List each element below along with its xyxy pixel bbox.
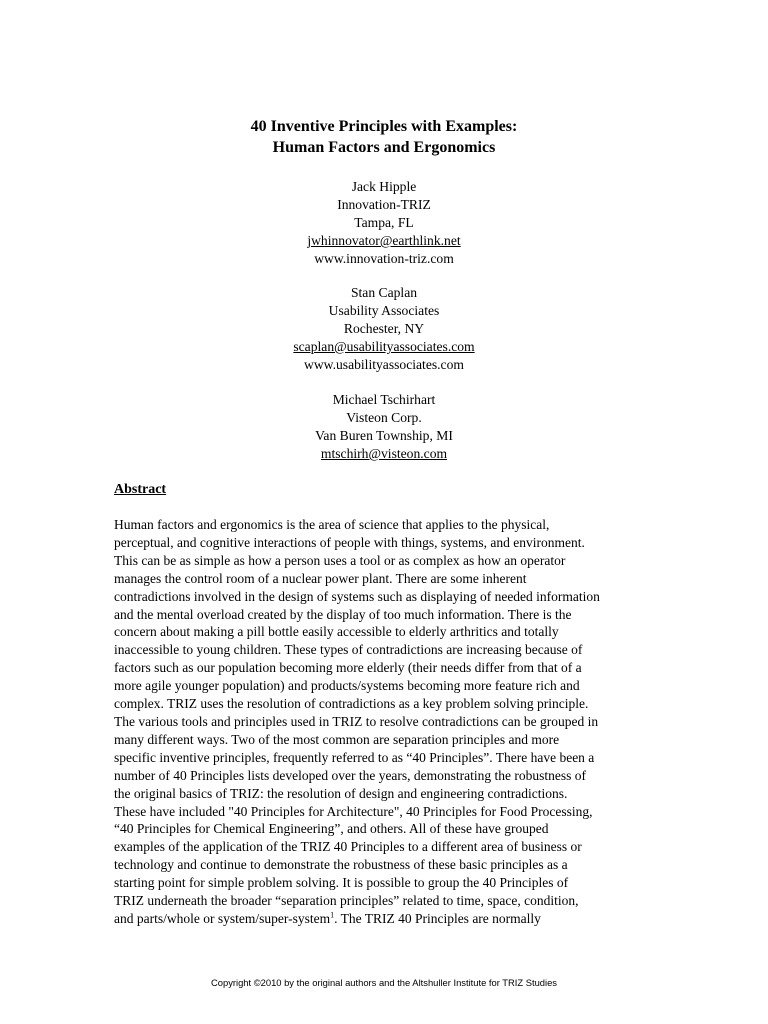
author-block (0, 391, 768, 463)
footnote-marker[interactable]: 1 (330, 910, 335, 920)
copyright-footer: Copyright ©2010 by the original authors and the Altshuller Institute for TRIZ Studies (211, 977, 557, 988)
author-location: Tampa, FL (354, 215, 414, 230)
abstract-line: The various tools and principles used in TRIZ to resolve contradictions can be grouped in (114, 713, 599, 729)
abstract-line: specific inventive principles, frequently referred to as “40 Principles”. There have been a (114, 749, 595, 765)
abstract-line: number of 40 Principles lists developed over the years, demonstrating the robustness of (114, 767, 587, 783)
abstract-heading: Abstract (114, 482, 167, 497)
abstract-line: “40 Principles for Chemical Engineering”, and others. All of these have grouped (114, 821, 549, 837)
author-organization: Usability Associates (328, 303, 440, 318)
abstract-line: manages the control room of a nuclear power plant. There are some inherent (114, 570, 527, 586)
author-email-link[interactable]: scaplan@usabilityassociates.com (293, 339, 475, 354)
author-block (0, 178, 768, 268)
abstract-line: inaccessible to young children. These types of contradictions are increasing because of (114, 642, 583, 658)
abstract-line: This can be as simple as how a person uses a tool or as complex as how an operator (114, 552, 566, 568)
abstract-line: perceptual, and cognitive interactions of people with things, systems, and environment. (114, 534, 585, 550)
title-line-1: 40 Inventive Principles with Examples: (250, 118, 518, 135)
abstract-line: and the mental overload created by the display of too much information. There is the (114, 606, 572, 622)
abstract-line: more agile younger population) and products/systems becoming more feature rich and (114, 678, 580, 694)
abstract-line: many different ways. Two of the most common are separation principles and more (114, 731, 560, 747)
author-location: Van Buren Township, MI (315, 428, 453, 443)
author-name: Michael Tschirhart (332, 392, 436, 407)
abstract-line: These have included "40 Principles for Architecture", 40 Principles for Food Processing, (114, 803, 593, 819)
abstract-line: examples of the application of the TRIZ 40 Principles to a different area of business or (114, 839, 582, 855)
abstract-line: technology and continue to demonstrate the robustness of these basic principles as a (114, 857, 568, 873)
abstract-last-line-start: and parts/whole or system/super-system (114, 910, 331, 926)
author-organization: Visteon Corp. (346, 410, 422, 425)
abstract-line: complex. TRIZ uses the resolution of contradictions as a key problem solving principle. (114, 696, 589, 712)
author-website: www.usabilityassociates.com (304, 357, 464, 372)
abstract-last-line-end: . The TRIZ 40 Principles are normally (334, 910, 541, 926)
author-organization: Innovation-TRIZ (337, 197, 431, 212)
paper-title (0, 116, 768, 158)
abstract-line: the original basics of TRIZ: the resolution of design and engineering contradictions. (114, 785, 568, 801)
abstract-body (114, 516, 674, 928)
author-website: www.innovation-triz.com (314, 251, 454, 266)
abstract-line: factors such as our population becoming more elderly (their needs differ from that of a (114, 660, 582, 676)
abstract-line: contradictions involved in the design of systems such as displaying of needed information (114, 588, 600, 604)
title-line-2: Human Factors and Ergonomics (272, 139, 496, 156)
author-email-link[interactable]: jwhinnovator@earthlink.net (307, 233, 461, 248)
author-email-link[interactable]: mtschirh@visteon.com (320, 446, 448, 461)
abstract-last-line (114, 910, 674, 928)
author-name: Stan Caplan (350, 285, 418, 300)
abstract-line: Human factors and ergonomics is the area of science that applies to the physical, (114, 517, 550, 532)
abstract-line: starting point for simple problem solving. It is possible to group the 40 Principles of (114, 875, 569, 891)
author-location: Rochester, NY (343, 321, 425, 336)
author-block (0, 284, 768, 374)
abstract-line: TRIZ underneath the broader “separation principles” related to time, space, condition, (114, 893, 579, 909)
author-name: Jack Hipple (351, 179, 417, 194)
abstract-line: concern about making a pill bottle easily accessible to elderly arthritics and totally (114, 624, 559, 640)
